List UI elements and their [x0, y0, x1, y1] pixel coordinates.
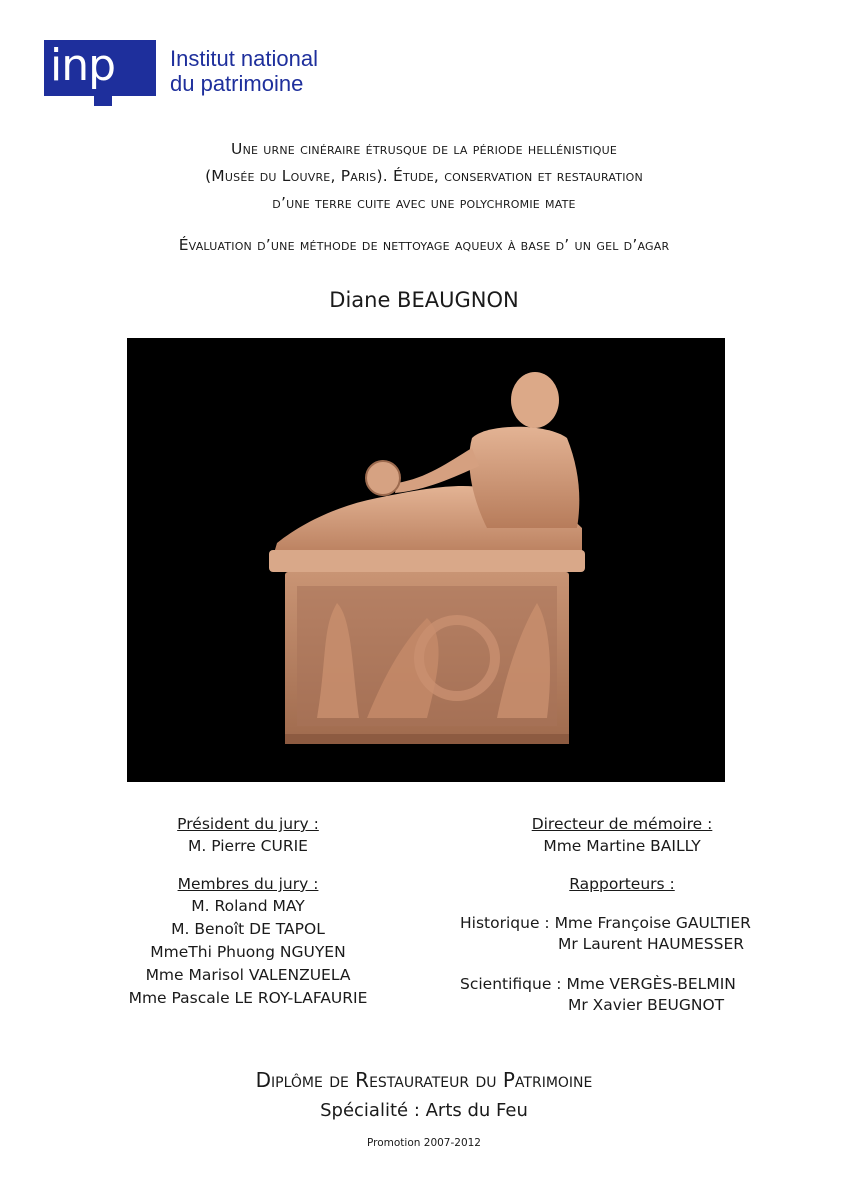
director-name: Mme Martine BAILLY: [543, 837, 701, 855]
title-line-3: d’une terre cuite avec une polychromie mate: [272, 194, 576, 212]
jury-president: [100, 813, 396, 858]
logo-box: [44, 40, 156, 96]
thesis-subtitle: [0, 232, 848, 259]
title-line-4: Évaluation d’une méthode de nettoyage aqueux à base d’ un gel d’agar: [178, 236, 670, 254]
historique-label: Historique :: [460, 914, 550, 932]
diploma-title: Diplôme de Restaurateur du Patrimoine: [255, 1068, 593, 1092]
reporter-name: Mr Laurent HAUMESSER: [558, 935, 745, 953]
scientifique-label: Scientifique :: [460, 975, 562, 993]
urn-photo: [127, 338, 725, 782]
member-name: Mme Marisol VALENZUELA: [145, 966, 351, 984]
promotion: Promotion 2007-2012: [367, 1137, 481, 1149]
reporters-scientifique: [460, 974, 736, 1016]
thesis-title: [0, 136, 848, 217]
logo-text: [170, 46, 318, 96]
member-name: MmeThi Phuong NGUYEN: [150, 943, 346, 961]
reporters-historique: [460, 913, 751, 955]
logo-line-1: Institut national: [170, 46, 318, 71]
title-line-1: Une urne cinéraire étrusque de la période hellénistique: [231, 140, 617, 158]
title-line-2: (Musée du Louvre, Paris). Étude, conservation et restauration: [205, 167, 643, 185]
reporter-name: Mme VERGÈS-BELMIN: [566, 975, 736, 993]
reporters-label: Rapporteurs :: [569, 875, 675, 893]
member-name: Mme Pascale LE ROY-LAFAURIE: [128, 989, 368, 1007]
member-name: M. Benoît DE TAPOL: [171, 920, 325, 938]
thesis-director: [452, 813, 792, 858]
logo-notch: [94, 96, 112, 106]
members-label: Membres du jury :: [177, 875, 319, 893]
logo-mark: inp: [50, 40, 116, 91]
reporter-name: Mr Xavier BEUGNOT: [568, 996, 725, 1014]
jury-members: [100, 873, 396, 1010]
urn-illustration: [127, 338, 725, 782]
member-name: M. Roland MAY: [191, 897, 305, 915]
president-name: M. Pierre CURIE: [188, 837, 308, 855]
author-name: Diane BEAUGNON: [329, 288, 519, 312]
reporters-heading: [452, 873, 792, 895]
reporter-name: Mme Françoise GAULTIER: [554, 914, 751, 932]
president-label: Président du jury :: [177, 815, 319, 833]
logo-line-2: du patrimoine: [170, 71, 304, 96]
director-label: Directeur de mémoire :: [531, 815, 713, 833]
specialty: Spécialité : Arts du Feu: [320, 1100, 528, 1121]
inp-logo: [44, 40, 364, 110]
